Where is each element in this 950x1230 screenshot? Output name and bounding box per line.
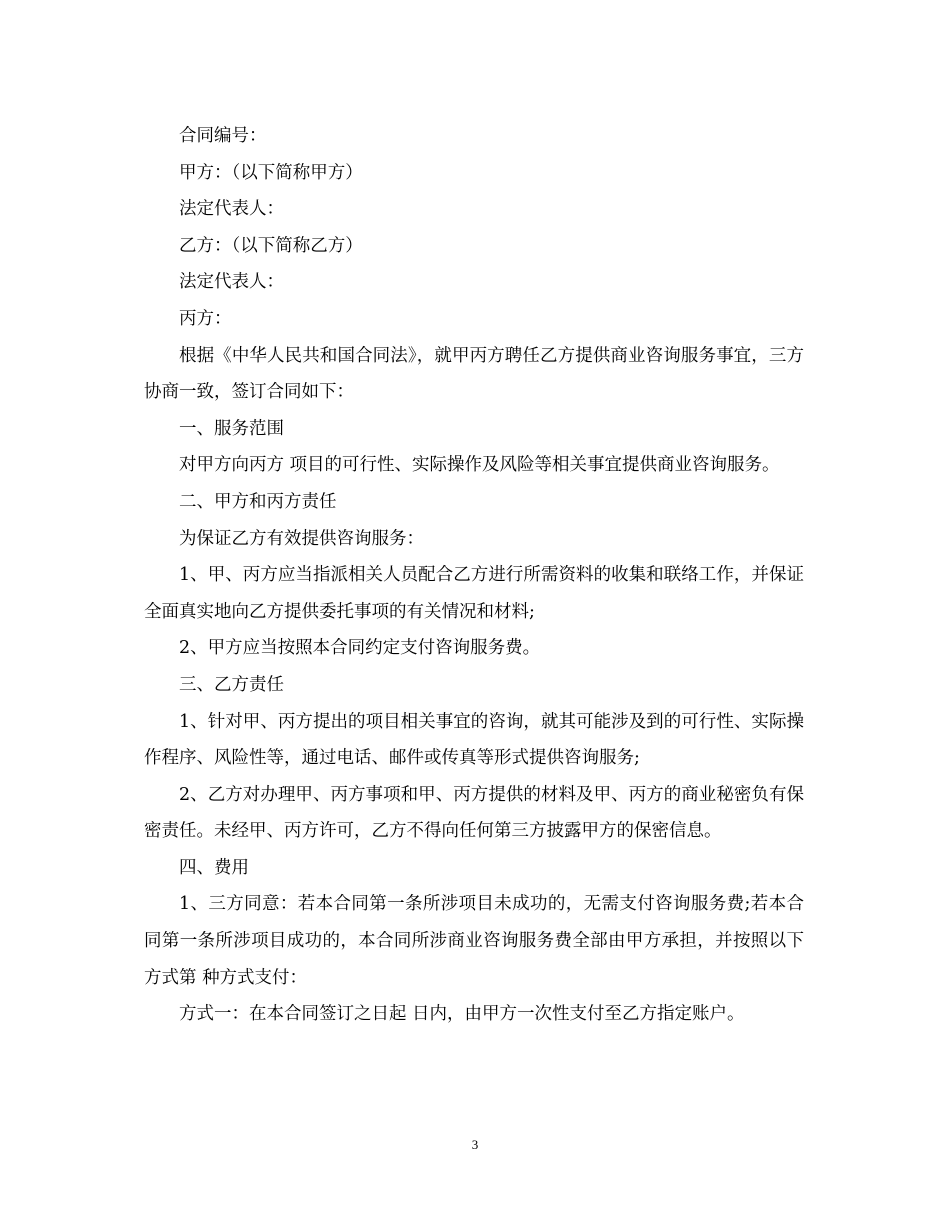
fees-clause-1: 1、三方同意：若本合同第一条所涉项目未成功的，无需支付咨询服务费;若本合同第一条所涉项目成功的，本合同所涉商业咨询服务费全部由甲方承担，并按照以下方式第 种方式支付： — [144, 894, 804, 988]
preamble-paragraph: 根据《中华人民共和国合同法》，就甲丙方聘任乙方提供商业咨询服务事宜，三方协商一致，签订合同如下： — [144, 345, 804, 403]
section-heading-party-a-c-duties: 二、甲方和丙方责任 — [179, 491, 337, 512]
page-number: 3 — [471, 1137, 479, 1152]
party-a-c-duty-2: 2、甲方应当按照本合同约定支付咨询服务费。 — [179, 638, 541, 659]
party-a-line: 甲方：（以下简称甲方） — [179, 162, 363, 183]
section-heading-service-scope: 一、服务范围 — [179, 418, 284, 439]
section-heading-fees: 四、费用 — [179, 857, 249, 878]
party-b-duty-1: 1、针对甲、丙方提出的项目相关事宜的咨询，就其可能涉及到的可行性、实际操作程序、风险性等，通过电话、邮件或传真等形式提供咨询服务; — [144, 711, 804, 769]
party-b-line: 乙方：（以下简称乙方） — [179, 235, 363, 256]
contract-number-line: 合同编号： — [179, 126, 267, 146]
service-scope-paragraph: 对甲方向丙方 项目的可行性、实际操作及风险等相关事宜提供商业咨询服务。 — [179, 455, 780, 476]
payment-method-1: 方式一：在本合同签订之日起 日内，由甲方一次性支付至乙方指定账户。 — [179, 1004, 745, 1025]
party-a-c-duties-intro: 为保证乙方有效提供咨询服务： — [179, 528, 424, 549]
party-c-line: 丙方： — [179, 308, 232, 329]
party-a-c-duty-1: 1、甲、丙方应当指派相关人员配合乙方进行所需资料的收集和联络工作，并保证全面真实地向乙方提供委托事项的有关情况和材料; — [144, 565, 804, 622]
party-b-duty-2: 2、乙方对办理甲、丙方事项和甲、丙方提供的材料及甲、丙方的商业秘密负有保密责任。未经甲、丙方许可，乙方不得向任何第三方披露甲方的保密信息。 — [144, 784, 804, 842]
party-a-representative-line: 法定代表人： — [179, 199, 284, 220]
section-heading-party-b-duties: 三、乙方责任 — [179, 674, 284, 695]
document-body — [144, 118, 804, 1033]
party-b-representative-line: 法定代表人： — [179, 272, 284, 293]
